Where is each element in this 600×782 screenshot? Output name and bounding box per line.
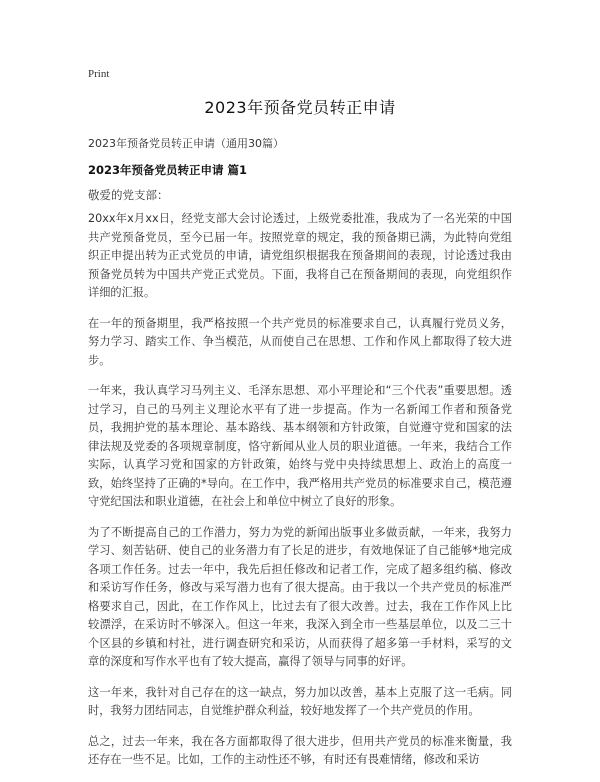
section-heading: 2023年预备党员转正申请 篇1 <box>88 163 248 177</box>
paragraph: 这一年来，我针对自己存在的这一缺点，努力加以改善，基本上克服了这一毛病。同时，我努力团结同志，自觉维护群众利益，较好地发挥了一个共产党员的作用。 <box>88 685 512 717</box>
paragraph: 为了不断提高自己的工作潜力，努力为党的新闻出版事业多做贡献，一年来，我努力学习、刻苦钻研、使自己的业务潜力有了长足的进步，有效地保证了自己能够*地完成各项工作任务。过去一年中，我先后担任修改和记者工作，完成了超多组约稿、修改和采访写作任务，修改与采写潜力也有了很大提高。由于我以一个共产党员的标准严格要求自己，因此，在工作作风上，比过去有了很大改善。过去，我在工作作风上比较漂浮，在采访时不够深入。但这一年来，我深入到全市一些基层单位，以及二三十个区县的乡镇和村社，进行调查研究和采访，从而获得了超多第一手材料，采写的文章的深度和写作水平也有了较大提高，赢得了领导与同事的好评。 <box>88 525 512 668</box>
document-title: 2023年预备党员转正申请 <box>204 98 396 117</box>
paragraph: 在一年的预备期里，我严格按照一个共产党员的标准要求自己，认真履行党员义务，努力学习、踏实工作、争当模范，从而使自己在思想、工作和作风上都取得了较大进步。 <box>88 316 512 367</box>
greeting-line: 敬爱的党支部： <box>88 188 169 202</box>
document-body <box>88 210 512 782</box>
paragraph: 一年来，我认真学习马列主义、毛泽东思想、邓小平理论和“三个代表”重要思想。透过学习，自己的马列主义理论水平有了进一步提高。作为一名新闻工作者和预备党员，我拥护党的基本理论、基本路线、基本纲领和方针政策，自觉遵守党和国家的法律法规及党委的各项规章制度，恪守新闻从业人员的职业道德。一年来，我结合工作实际，认真学习党和国家的方针政策，始终与党中央持续思想上、政治上的高度一致，始终坚持了正确的*导向。在工作中，我严格用共产党员的标准要求自己，模范遵守党纪国法和职业道德，在社会上和单位中树立了良好的形象。 <box>88 384 512 508</box>
paragraph: 20xx年x月xx日，经党支部大会讨论透过，上级党委批准，我成为了一名光荣的中国共产党预备党员，至今已届一年。按照党章的规定，我的预备期已满，为此特向党组织正申提出转为正式党员的申请，请党组织根据我在预备期间的表现，讨论透过我由预备党员转为中国共产党正式党员。下面，我将自己在预备期间的表现，向党组织作详细的汇报。 <box>88 212 512 299</box>
paragraph: 总之，过去一年来，我在各方面都取得了很大进步，但用共产党员的标准来衡量，我还存在一些不足。比如，工作的主动性还不够，有时还有畏难情绪，修改和采访 <box>88 734 512 766</box>
document-subtitle: 2023年预备党员转正申请（通用30篇） <box>88 137 284 150</box>
print-label: Print <box>88 68 110 80</box>
